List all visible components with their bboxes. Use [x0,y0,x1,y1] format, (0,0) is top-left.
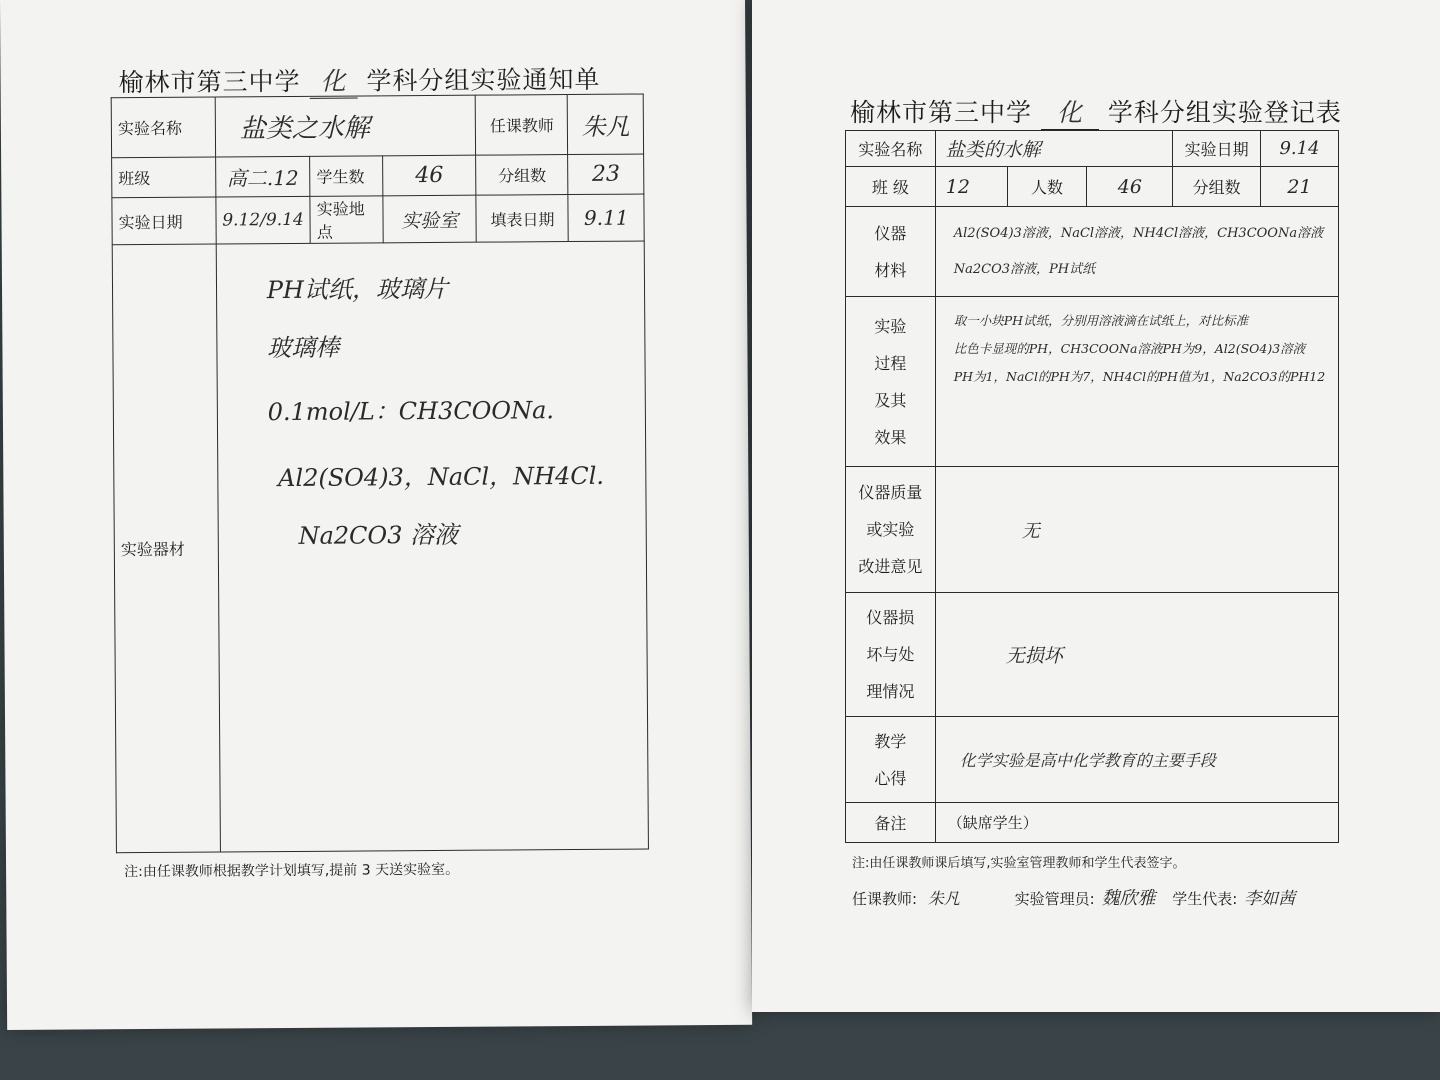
value-exp-date: 9.14 [1261,131,1339,167]
equipment-line: 0.1mol/L：CH3COONa. [267,396,555,427]
signature-teacher: 朱凡 [927,889,960,908]
label-teacher: 任课教师 [476,95,569,156]
value-experiment-name: 盐类的水解 [935,131,1173,167]
value-quality: 无 [935,467,1338,593]
signature-admin: 魏欣雅 [1101,888,1156,909]
value-fill-date: 9.11 [568,194,644,242]
equipment-line: Al2(SO4)3，NaCl，NH4Cl. [278,461,605,493]
label-equipment: 实验器材 [112,244,220,853]
value-students: 46 [383,155,477,196]
label-quality: 仪器质量 或实验 改进意见 [846,467,936,593]
equipment-line: Na2CO3 溶液 [298,520,459,550]
equipment-list [267,268,646,575]
label-people: 人数 [1007,167,1087,207]
value-instruments [935,207,1338,297]
label-fill-date: 填表日期 [476,195,568,243]
title-form-name: 学科分组实验通知单 [366,64,601,96]
register-table [845,130,1339,843]
value-groups: 21 [1261,167,1339,207]
signature-student: 李如茜 [1244,889,1296,909]
value-teacher: 朱凡 [568,94,644,155]
title-subject: 化 [309,62,357,99]
label-groups: 分组数 [476,155,568,196]
value-remarks: （缺席学生） [935,803,1338,843]
label-location: 实验地点 [310,196,383,244]
value-people: 46 [1087,167,1173,207]
value-process [935,297,1338,467]
process-line: 比色卡显现的PH，CH3COONa溶液PH为9，Al2(SO4)3溶液 [953,341,1306,356]
label-class: 班级 [112,157,216,198]
title-subject: 化 [1041,93,1099,130]
title-form-name: 学科分组实验登记表 [1107,98,1342,127]
label-exp-date: 实验日期 [112,197,216,245]
label-instruments: 仪器 材料 [846,207,936,297]
signature-teacher-label: 任课教师: [852,890,918,908]
value-groups: 23 [568,154,644,195]
title-school: 榆林市第三中学 [850,98,1033,127]
equipment-cell [216,241,648,852]
value-experiment-name: 盐类之水解 [215,95,476,157]
label-exp-date: 实验日期 [1173,131,1261,167]
equipment-line: 玻璃棒 [267,333,340,363]
value-teaching: 化学实验是高中化学教育的主要手段 [935,717,1338,803]
signature-row [852,884,1295,910]
instruments-line: Na2CO3溶液，PH试纸 [953,261,1096,277]
label-damage: 仪器损 坏与处 理情况 [846,593,936,717]
label-experiment-name: 实验名称 [846,131,936,167]
value-damage: 无损坏 [935,593,1338,717]
value-class: 12 [935,167,1007,207]
label-students: 学生数 [310,156,383,197]
label-process: 实验 过程 及其 效果 [846,297,936,467]
value-location: 实验室 [383,195,477,243]
register-footnote: 注:由任课教师课后填写,实验室管理教师和学生代表签字。 [852,856,1186,871]
process-line: PH为1，NaCl的PH为7，NH4Cl的PH值为1，Na2CO3的PH12 [953,369,1326,384]
label-remarks: 备注 [846,803,936,843]
equipment-line: PH试纸，玻璃片 [266,274,448,305]
instruments-line: Al2(SO4)3溶液，NaCl溶液，NH4Cl溶液，CH3COONa溶液 [953,225,1324,241]
label-experiment-name: 实验名称 [111,97,215,158]
notice-table [111,94,649,854]
register-title [850,93,1342,130]
register-sheet [752,0,1440,1012]
value-exp-date: 9.12/9.14 [216,196,311,244]
notice-sheet [0,0,752,1030]
label-teaching: 教学 心得 [846,717,936,803]
label-groups: 分组数 [1173,167,1261,207]
title-school: 榆林市第三中学 [118,66,301,98]
signature-student-label: 学生代表: [1172,890,1238,908]
signature-admin-label: 实验管理员: [1014,890,1095,908]
label-class: 班 级 [846,167,936,207]
process-line: 取一小块PH试纸，分别用溶液滴在试纸上，对比标准 [953,313,1249,328]
notice-footnote: 注:由任课教师根据教学计划填写,提前 3 天送实验室。 [124,861,460,881]
value-class: 高二.12 [215,156,310,197]
